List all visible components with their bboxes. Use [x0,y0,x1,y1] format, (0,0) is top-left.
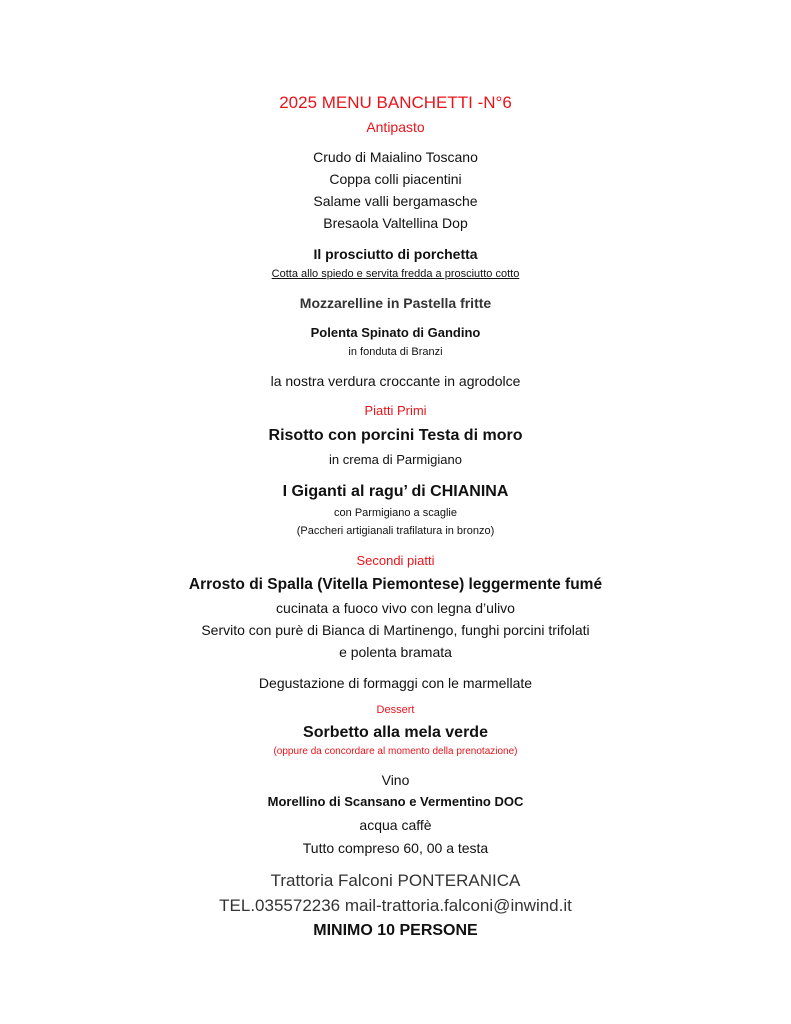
minimum-guests: MINIMO 10 PERSONE [313,922,478,939]
menu-item-note: Cotta allo spiedo e servita fredda a prosciutto cotto [271,268,520,280]
drinks-extra: acqua caffè [359,817,432,833]
menu-title: 2025 MENU BANCHETTI -N°6 [279,93,512,112]
menu-item-risotto: Risotto con porcini Testa di moro [268,427,523,444]
menu-item-prosciutto: Il prosciutto di porchetta [313,246,478,262]
menu-item-mozzarelline: Mozzarelline in Pastella fritte [299,295,492,311]
menu-item-verdura: la nostra verdura croccante in agrodolce [270,373,521,389]
menu-item-arrosto: Arrosto di Spalla (Vitella Piemontese) leggermente fumé [188,576,603,593]
menu-item-polenta: Polenta Spinato di Gandino [310,325,481,340]
wine-item: Morellino di Scansano e Vermentino DOC [267,794,524,809]
section-heading-secondi: Secondi piatti [356,553,435,568]
contact-info: TEL.035572236 mail-trattoria.falconi@inwind.it [219,896,572,915]
menu-item-note: e polenta bramata [339,644,452,660]
menu-item-giganti: I Giganti al ragu’ di CHIANINA [282,483,509,500]
menu-item-formaggi: Degustazione di formaggi con le marmellate [258,675,533,691]
menu-item: Crudo di Maialino Toscano [313,149,478,165]
section-heading-antipasto: Antipasto [366,119,425,135]
menu-item-note: in fonduta di Branzi [348,346,443,358]
menu-item-note: in crema di Parmigiano [329,452,462,467]
menu-item: Coppa colli piacentini [329,171,462,187]
restaurant-name: Trattoria Falconi PONTERANICA [270,871,521,890]
menu-item-note: Servito con purè di Bianca di Martinengo, funghi porcini trifolati [201,622,590,638]
menu-item: Salame valli bergamasche [313,193,478,209]
dessert-note: (oppure da concordare al momento della prenotazione) [273,746,518,757]
menu-item-note: cucinata a fuoco vivo con legna d’ulivo [276,600,515,616]
menu-item-note: con Parmigiano a scaglie [334,507,457,519]
section-heading-primi: Piatti Primi [364,403,427,418]
menu-item-sorbetto: Sorbetto alla mela verde [303,724,488,741]
menu-item: Bresaola Valtellina Dop [323,215,468,231]
section-heading-dessert: Dessert [376,704,415,716]
price: Tutto compreso 60, 00 a testa [302,840,489,856]
menu-item-note: (Paccheri artigianali trafilatura in bronzo) [296,525,495,537]
section-heading-vino: Vino [381,772,410,788]
